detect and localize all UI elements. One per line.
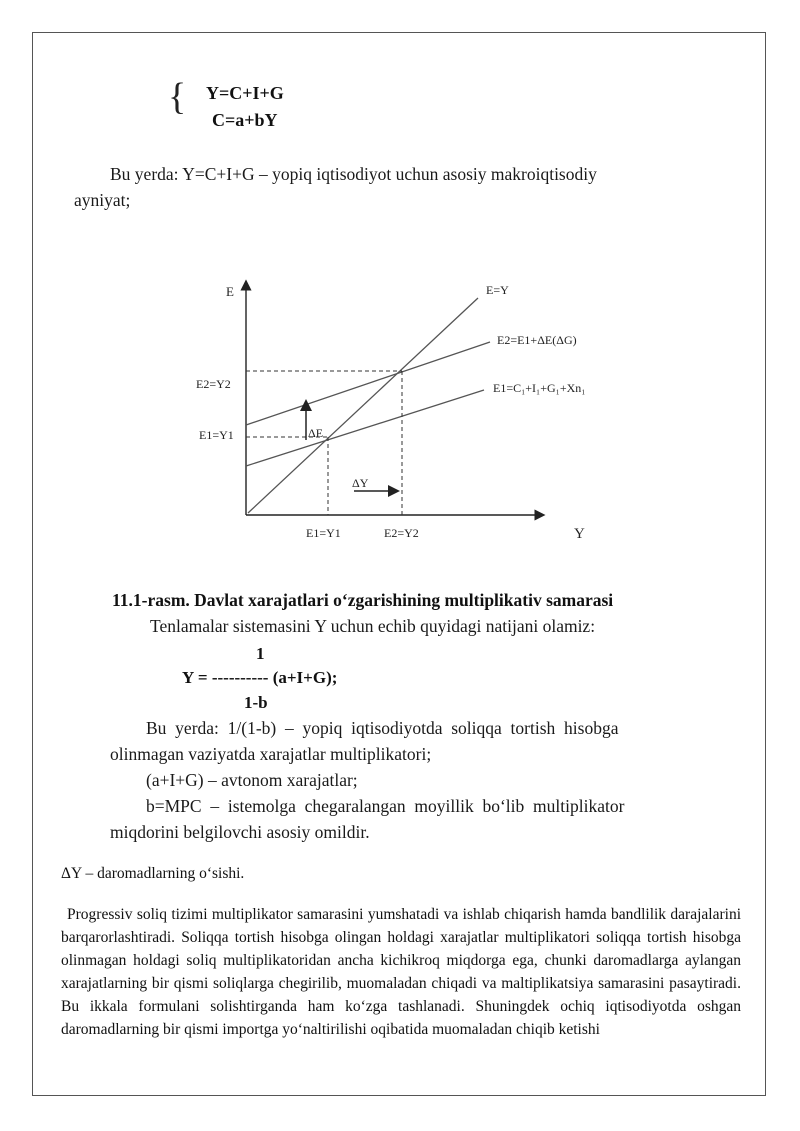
y-tick-e1: E1=Y1: [199, 428, 234, 442]
explain-line-1: Bu yerda: 1/(1-b) – yopiq iqtisodiyotda soliqqa tortish hisobga: [146, 718, 619, 738]
series-line-e2: [246, 342, 490, 425]
figure-caption: 11.1-rasm. Davlat xarajatlari o‘zgarishining multiplikativ samarasi: [112, 590, 614, 610]
x-axis-label: Y: [574, 526, 585, 542]
formula-numerator: 1: [256, 644, 265, 663]
body-paragraph: Progressiv soliq tizimi multiplikator samarasini yumshatadi va ishlab chiqarish hamda bandlilik darajalarini barqarorlashtiradi. Soliqqa tortish hisobga olingan holdagi xarajatlar multiplikatori soliqqa tortish hisobga olinmagan holdagi soliq multiplikatoridan ancha kichikroq miqdorga ega, chunki daromadlarga aylangan xarajatlarning bir qismi soliqlarga chegirilib, muomaladan chiqadi va maltiplikatsiya samarasini pasaytiradi. Bu ikkala formulani solishtirganda ham ko‘zga tashlanadi. Shuningdek ochiq iqtisodiyotda oshgan daromadlarning bir qismi importga yo‘naltirilishi oqibatida muomaladan chiqib ketishi: [61, 906, 741, 1038]
annotation-delta-e: ΔE: [308, 426, 324, 440]
annotation-delta-y: ΔY: [352, 476, 369, 490]
series-line-e1: [246, 390, 484, 466]
solve-line: Tenlamalar sistemasini Y uchun echib quyidagi natijani olamiz:: [150, 616, 596, 636]
explain-line-3: (a+I+G) – avtonom xarajatlar;: [146, 770, 358, 790]
series-label-e1: E1=C₁+I₁+G₁+Xn₁: [493, 381, 586, 395]
intro-line-1: Bu yerda: Y=C+I+G – yopiq iqtisodiyot uchun asosiy makroiqtisodiy: [110, 164, 597, 184]
multiplier-chart: [0, 0, 800, 560]
x-tick-e1: E1=Y1: [306, 526, 341, 540]
brace-symbol: {: [168, 76, 187, 118]
intro-line-2: ayniyat;: [74, 190, 131, 210]
formula-main: Y = ---------- (a+I+G);: [182, 668, 338, 687]
explain-line-5: miqdorini belgilovchi asosiy omildir.: [110, 822, 370, 842]
system-line-2: C=a+bY: [212, 110, 278, 130]
series-label-e-equals-y: E=Y: [486, 283, 509, 297]
series-label-e2: E2=E1+ΔE(ΔG): [497, 333, 577, 347]
x-tick-e2: E2=Y2: [384, 526, 419, 540]
delta-y-line: ΔY – daromadlarning o‘sishi.: [61, 865, 245, 882]
system-line-1: Y=C+I+G: [206, 83, 284, 103]
y-tick-e2: E2=Y2: [196, 377, 231, 391]
explain-line-4: b=MPC – istemolga chegaralangan moyillik bo‘lib multiplikator: [146, 796, 625, 816]
explain-line-2: olinmagan vaziyatda xarajatlar multiplikatori;: [110, 744, 432, 764]
formula-denominator: 1-b: [244, 693, 268, 712]
y-axis-label: E: [226, 284, 234, 299]
